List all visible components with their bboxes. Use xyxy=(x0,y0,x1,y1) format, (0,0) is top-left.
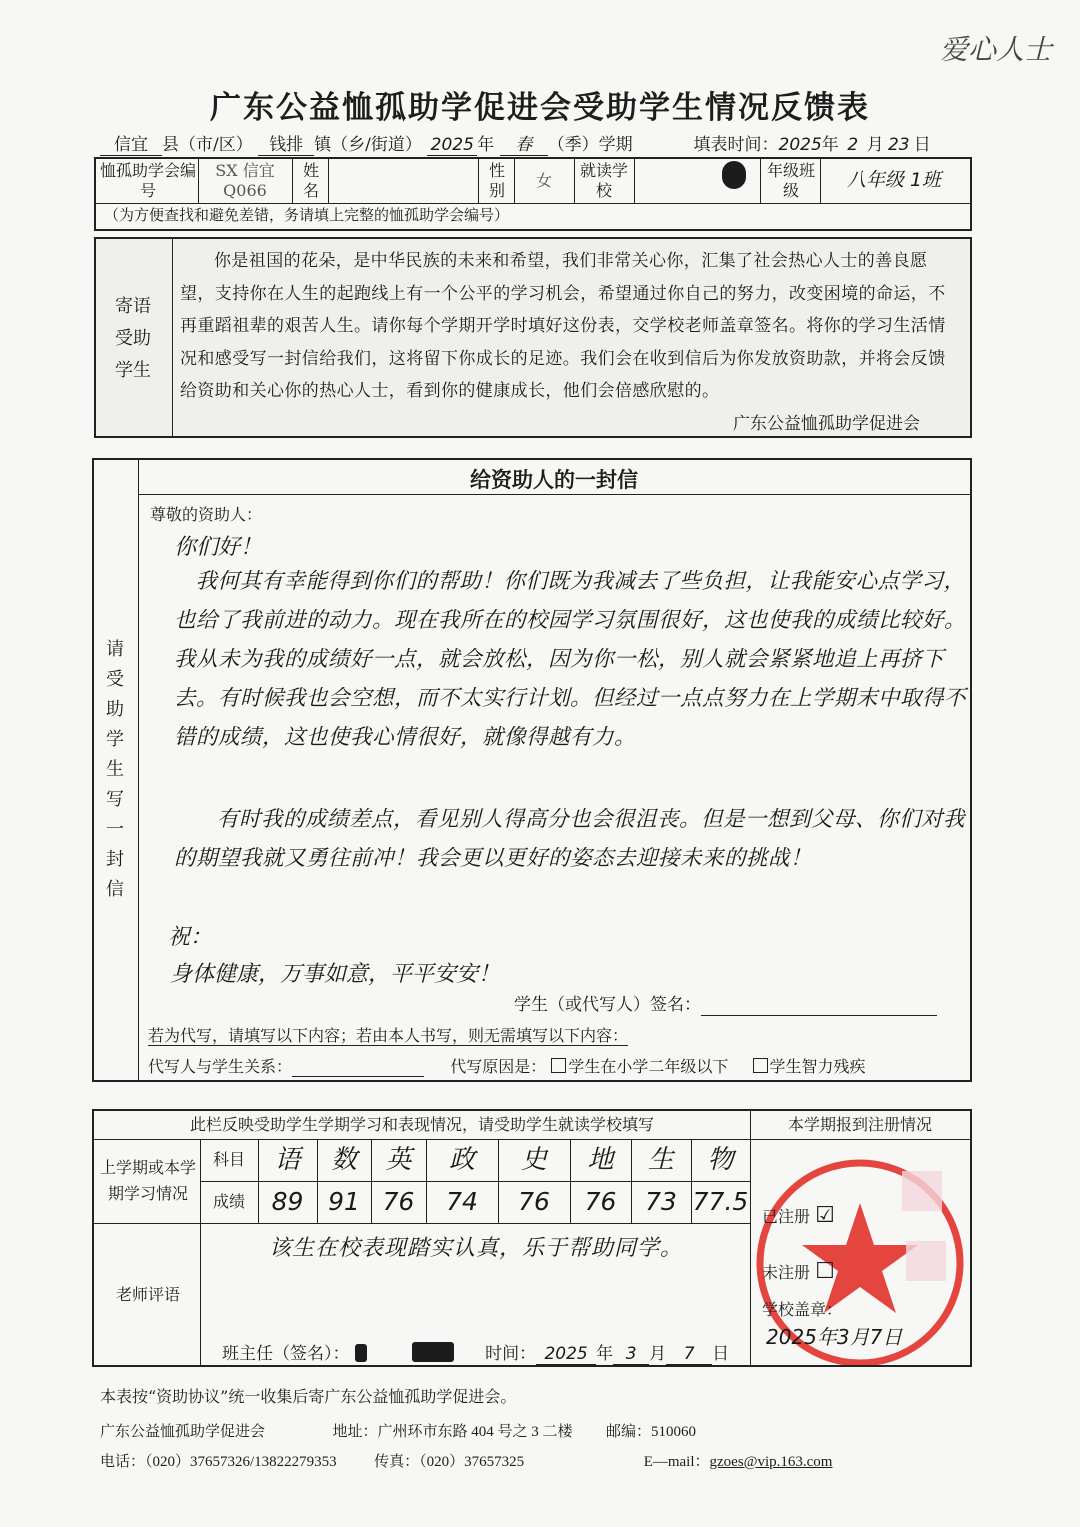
school-label: 就读学校 xyxy=(579,161,628,200)
score-cell: 76 xyxy=(518,1187,550,1217)
not-registered-checkbox[interactable]: ☐ xyxy=(815,1259,835,1284)
sign-label: 学生（或代写人）签名： xyxy=(514,995,701,1015)
t-day-unit: 日 xyxy=(712,1344,730,1364)
year-value: 2025 xyxy=(427,135,477,156)
footer-email[interactable]: gzoes@vip.163.com xyxy=(709,1454,833,1470)
not-registered-label: 未注册 xyxy=(762,1263,811,1282)
year-label: 年 xyxy=(477,135,495,155)
reason-label: 代写原因是： xyxy=(450,1057,547,1076)
stamp-label: 学校盖章： xyxy=(762,1300,843,1319)
study-label: 上学期或本学期学习情况 xyxy=(99,1158,196,1203)
fill-day-unit: 日 xyxy=(913,135,931,155)
fill-year-unit: 年 xyxy=(821,135,839,155)
score-cell: 73 xyxy=(645,1187,677,1217)
school-table xyxy=(92,1109,972,1367)
score-cell: 76 xyxy=(382,1187,415,1217)
letter-side-label: 请受助学生写一封信 xyxy=(106,639,124,900)
subject-cell: 语 xyxy=(274,1144,301,1175)
message-body: 你是祖国的花朵，是中华民族的未来和希望，我们非常关心你，汇集了社会热心人士的善良愿望，支持你在人生的起跑线上有一个公平的学习机会，希望通过你自己的努力，改变困境的命运，不再重蹈祖辈的艰苦人生。请你每个学期开学时填好这份表，交学校老师盖章签名。将你的学习生活情况和感受写一封信给我们，这将留下你成长的足迹。我们会在收到信后为你发放资助款，并将会反馈给资助和关心你的热心人士，看到你的健康成长，他们会倍感欣慰的。 xyxy=(180,251,946,401)
info-table xyxy=(94,157,972,231)
letter-salutation: 尊敬的资助人： xyxy=(150,505,263,524)
footer-phone: 电话：（020）37657326/13822279353 xyxy=(100,1454,337,1470)
subject-cell: 物 xyxy=(707,1144,734,1175)
score-cell: 74 xyxy=(446,1187,478,1217)
letter-greeting: 你们好！ xyxy=(174,535,263,560)
relation-line xyxy=(292,1057,424,1077)
relation-label: 代写人与学生关系： xyxy=(148,1057,293,1076)
score-cell: 89 xyxy=(271,1187,304,1217)
id-value: SX 信宜 Q066 xyxy=(215,161,275,200)
proxy-note: 若为代写，请填写以下内容；若由本人书写，则无需填写以下内容： xyxy=(148,1026,629,1045)
fill-year: 2025 xyxy=(778,135,822,155)
town-label: 镇（乡/街道） xyxy=(314,135,422,155)
subject-cell: 生 xyxy=(647,1144,674,1175)
reason-opt1: 学生在小学二年级以下 xyxy=(568,1057,729,1076)
fill-day: 23 xyxy=(887,135,910,155)
redacted-school xyxy=(722,161,746,189)
subject-cell: 英 xyxy=(385,1144,412,1175)
t-year: 2025 xyxy=(536,1344,596,1365)
letter-para1: 我何其有幸能得到你们的帮助！你们既为我减去了些负担，让我能安心点学习，也给了我前进的动力。现在我所在的校园学习氛围很好，这也使我的成绩比较好。我从未为我的成绩好一点，就会放松，因为你一松，别人就会紧紧地追上再挤下去。有时候我也会空想，而不太实行计划。但经过一点点努力在上学期末中取得不错的成绩，这也使我心情很好，就像得越有力。 xyxy=(174,569,967,750)
letter-heading: 给资助人的一封信 xyxy=(470,467,638,492)
footer-postcode: 邮编：510060 xyxy=(606,1424,697,1440)
footer-address: 地址：广州环市东路 404 号之 3 二楼 xyxy=(332,1424,573,1440)
gender-label: 性别 xyxy=(488,161,505,200)
head-teacher-label: 班主任（签名）： xyxy=(222,1344,350,1364)
letter-para2: 有时我的成绩差点，看见别人得高分也会很沮丧。但是一想到父母、你们对我的期望我就又勇往前冲！我会更以更好的姿态去迎接未来的挑战！ xyxy=(174,807,966,871)
footer-org: 广东公益恤孤助学促进会 xyxy=(100,1424,266,1440)
letter-box xyxy=(92,458,972,1082)
t-month: 3 xyxy=(613,1344,649,1365)
redacted-signature-2 xyxy=(412,1342,454,1362)
grade-label: 年级班级 xyxy=(766,161,815,200)
reg-title: 本学期报到注册情况 xyxy=(787,1115,932,1134)
page-title: 广东公益恤孤助学促进会受助学生情况反馈表 xyxy=(210,90,870,126)
fill-month: 2 xyxy=(847,135,859,155)
reason-opt2: 学生智力残疾 xyxy=(769,1057,866,1076)
reason-opt2-checkbox[interactable] xyxy=(753,1058,768,1073)
sign-line xyxy=(701,995,937,1016)
teacher-comment: 该生在校表现踏实认真，乐于帮助同学。 xyxy=(269,1236,684,1261)
message-box xyxy=(94,237,972,438)
subject-cell: 政 xyxy=(448,1144,475,1175)
town-value: 钱排 xyxy=(258,130,314,156)
gender-value: 女 xyxy=(535,171,552,190)
county-label: 县（市/区） xyxy=(162,135,253,155)
t-month-unit: 月 xyxy=(649,1344,667,1364)
subject-cell: 史 xyxy=(520,1144,547,1175)
teacher-label: 老师评语 xyxy=(115,1285,180,1304)
t-year-unit: 年 xyxy=(596,1344,614,1364)
letter-wish: 祝： xyxy=(168,925,213,950)
subject-label: 科目 xyxy=(212,1150,245,1169)
message-signature: 广东公益恤孤助学促进会 xyxy=(733,414,920,434)
message-side-label: 寄语受助学生 xyxy=(115,296,151,381)
redacted-signature-1 xyxy=(355,1344,367,1362)
score-cell: 76 xyxy=(584,1187,617,1217)
redacted-stamp-1 xyxy=(902,1171,942,1211)
school-top-note: 此栏反映受助学生学期学习和表现情况，请受助学生就读学校填写 xyxy=(189,1115,654,1134)
id-label: 恤孤助学会编号 xyxy=(100,161,197,200)
footer-fax: 传真：（020）37657325 xyxy=(374,1454,525,1470)
county-value: 信宜 xyxy=(100,130,162,156)
reason-opt1-checkbox[interactable] xyxy=(551,1058,566,1073)
return-note: 本表按“资助协议”统一收集后寄广东公益恤孤助学促进会。 xyxy=(100,1387,517,1406)
subject-cell: 地 xyxy=(587,1144,614,1175)
season-label: （季）学期 xyxy=(547,135,633,155)
season-value: 春 xyxy=(500,130,548,156)
redacted-stamp-2 xyxy=(906,1241,946,1281)
id-note: （为方便查找和避免差错，务请填上完整的恤孤助学会编号） xyxy=(104,205,510,224)
subject-cell: 数 xyxy=(330,1144,357,1175)
fill-month-unit: 月 xyxy=(866,135,884,155)
name-label: 姓名 xyxy=(302,161,319,200)
t-day: 7 xyxy=(666,1344,712,1365)
time-label: 时间： xyxy=(485,1344,537,1364)
letter-wish-text: 身体健康，万事如意，平平安安！ xyxy=(170,962,501,987)
registered-label: 已注册 xyxy=(762,1207,811,1226)
score-label: 成绩 xyxy=(212,1192,245,1211)
header-row xyxy=(100,130,931,156)
stamp-date: 2025年3月7日 xyxy=(766,1325,903,1349)
score-cell: 77.5 xyxy=(692,1187,749,1217)
grade-value: 八年级 1班 xyxy=(846,169,942,192)
score-cell: 91 xyxy=(328,1187,360,1217)
margin-note: 爱心人士 xyxy=(940,33,1053,66)
footer-email-label: E—mail： xyxy=(643,1454,710,1470)
fill-time-label: 填表时间： xyxy=(693,135,779,155)
registered-checkbox[interactable]: ☑ xyxy=(815,1203,835,1228)
